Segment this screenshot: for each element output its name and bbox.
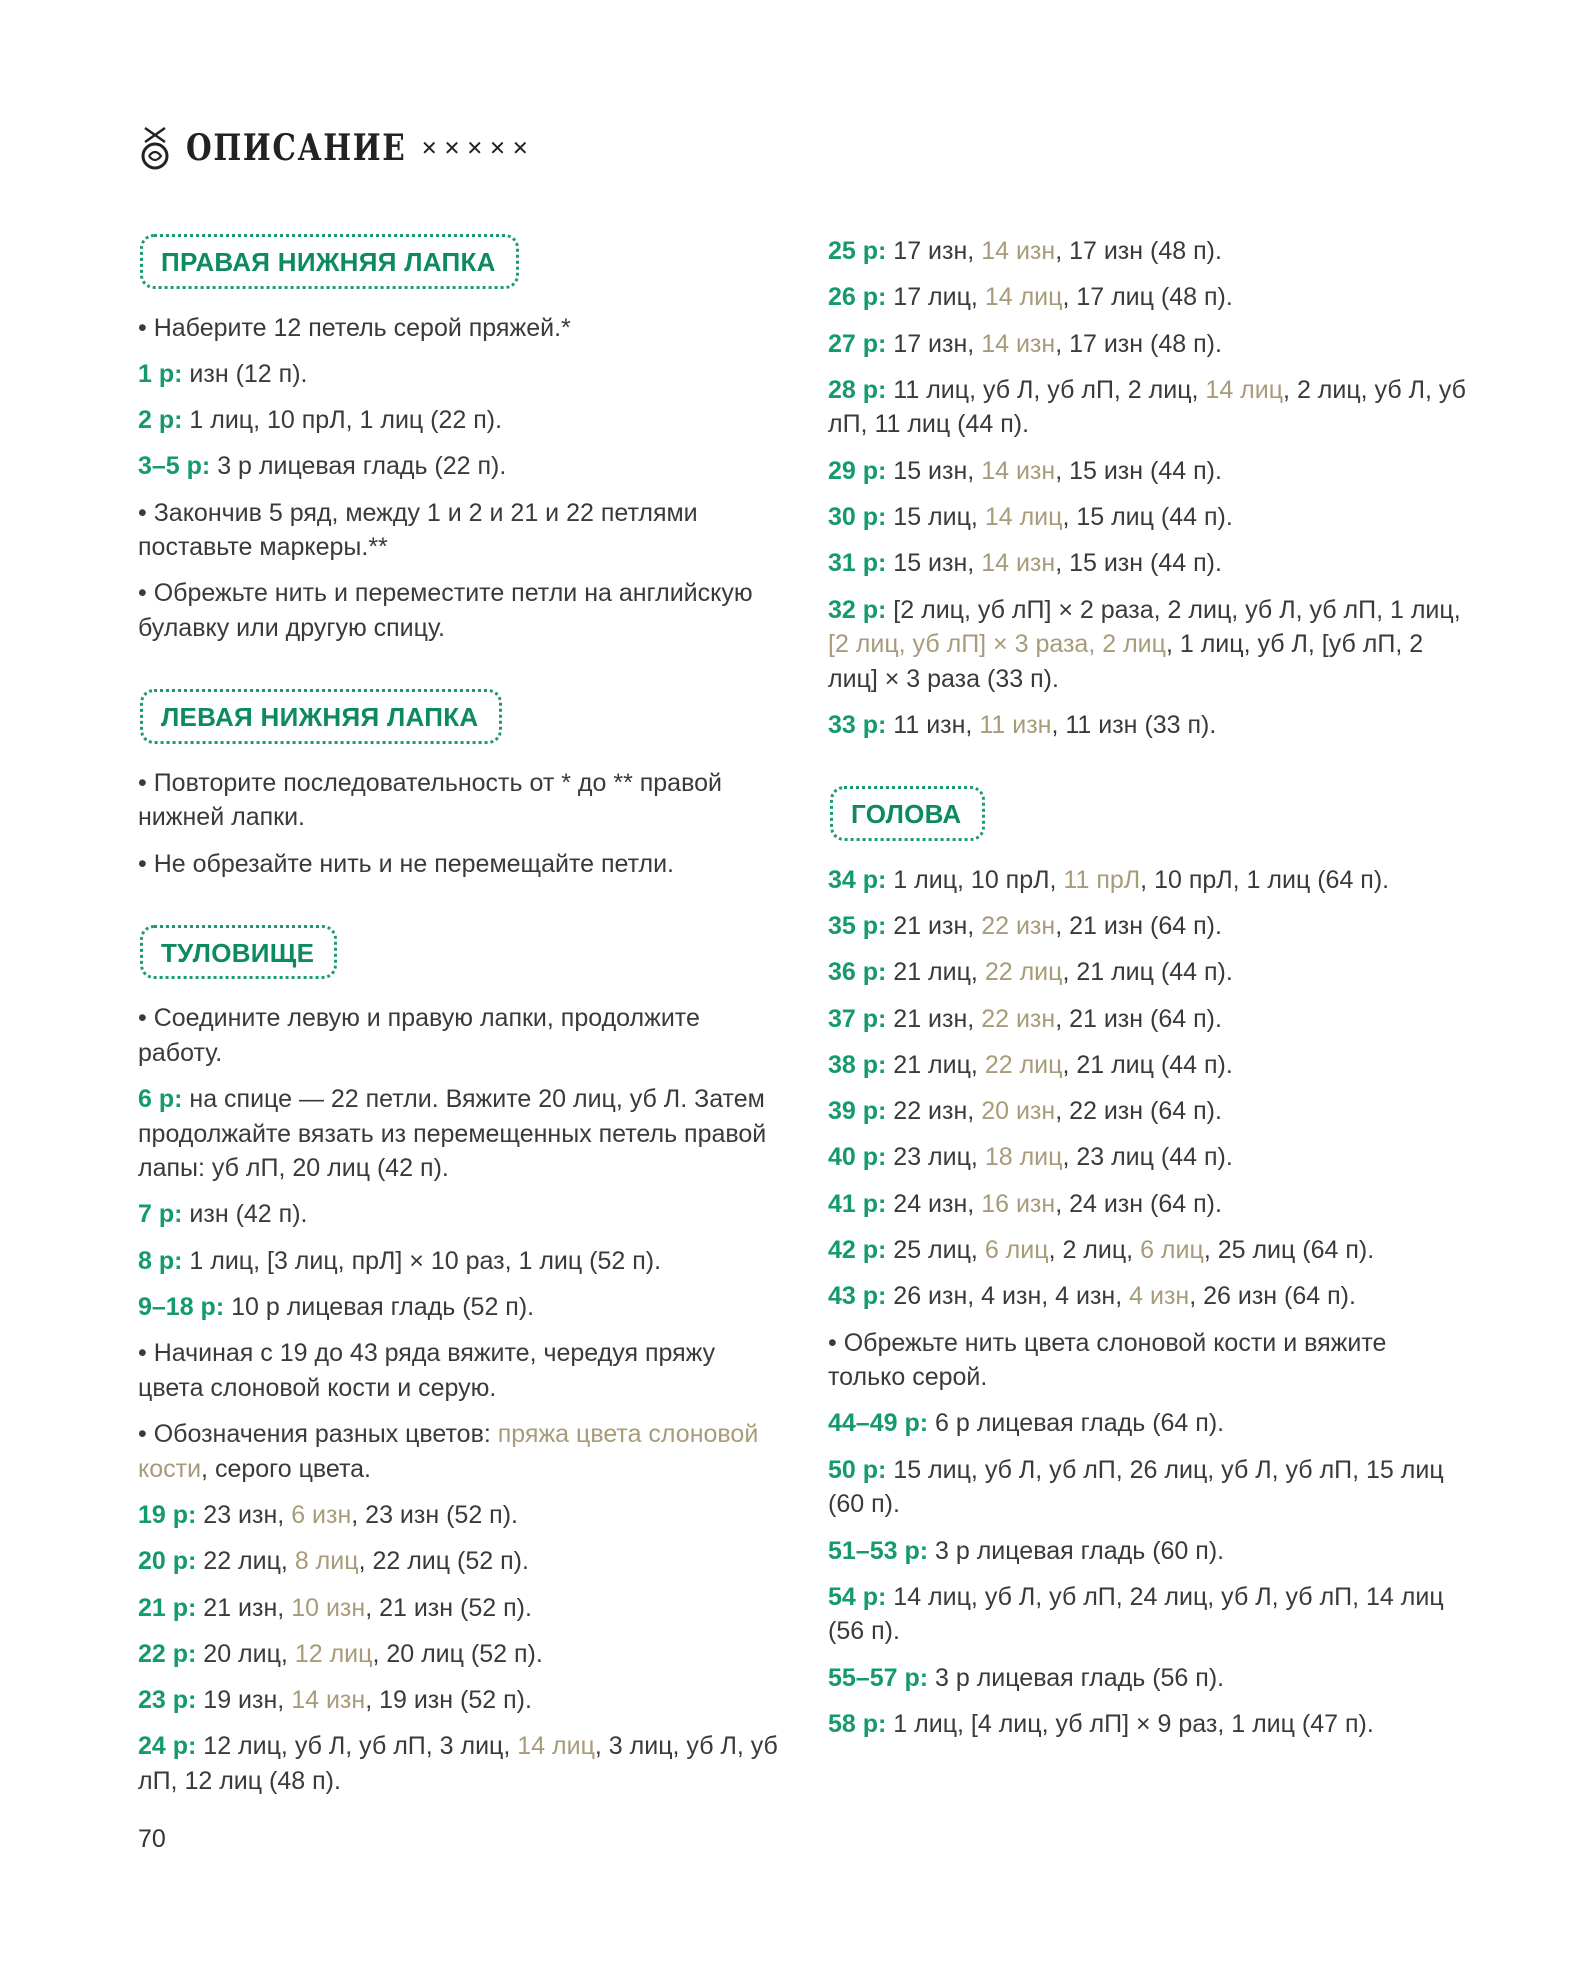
instruction-paragraph: • Обрежьте нить и переместите петли на английскую булавку или другую спицу. bbox=[138, 579, 753, 642]
row-instruction: 7 р: изн (42 п). bbox=[138, 1200, 308, 1229]
section-title-body: ТУЛОВИЩЕ bbox=[140, 925, 337, 980]
row-number: 31 р: bbox=[828, 549, 887, 578]
row-number: 28 р: bbox=[828, 375, 887, 404]
row-number: 33 р: bbox=[828, 710, 887, 739]
row-number: 2 р: bbox=[138, 406, 183, 435]
row-instruction: 40 р: 23 лиц, 18 лиц, 23 лиц (44 п). bbox=[828, 1143, 1233, 1172]
row-number: 29 р: bbox=[828, 456, 887, 485]
row-instruction: 37 р: 21 изн, 22 изн, 21 изн (64 п). bbox=[828, 1004, 1222, 1033]
row-instruction: 31 р: 15 изн, 14 изн, 15 изн (44 п). bbox=[828, 549, 1222, 578]
instruction-paragraph: • Начиная с 19 до 43 ряда вяжите, чередуя пряжу цвета слоновой кости и серую. bbox=[138, 1339, 716, 1402]
row-instruction: 50 р: 15 лиц, уб Л, уб лП, 26 лиц, уб Л, уб лП, 15 лиц (60 п). bbox=[828, 1455, 1444, 1519]
row-number: 8 р: bbox=[138, 1246, 183, 1275]
row-number: 24 р: bbox=[138, 1732, 197, 1761]
ivory-legend: пряжа цвета слоновой кости bbox=[138, 1420, 759, 1483]
row-instruction: 33 р: 11 изн, 11 изн, 11 изн (33 п). bbox=[828, 710, 1217, 739]
row-number: 3–5 р: bbox=[138, 452, 211, 481]
row-number: 6 р: bbox=[138, 1085, 183, 1114]
row-number: 58 р: bbox=[828, 1709, 887, 1738]
row-instruction: 55–57 р: 3 р лицевая гладь (56 п). bbox=[828, 1663, 1225, 1692]
row-number: 44–49 р: bbox=[828, 1409, 929, 1438]
row-instruction: 29 р: 15 изн, 14 изн, 15 изн (44 п). bbox=[828, 456, 1222, 485]
row-number: 34 р: bbox=[828, 865, 887, 894]
row-number: 22 р: bbox=[138, 1639, 197, 1668]
row-instruction: 6 р: на спице — 22 петли. Вяжите 20 лиц, уб Л. Затем продолжайте вязать из перемещенных петель правой лапы: уб лП, 20 лиц (42 п). bbox=[138, 1085, 767, 1183]
row-number: 43 р: bbox=[828, 1282, 887, 1311]
row-instruction: 39 р: 22 изн, 20 изн, 22 изн (64 п). bbox=[828, 1097, 1222, 1126]
row-number: 25 р: bbox=[828, 237, 887, 265]
color-legend: • Обозначения разных цветов: пряжа цвета слоновой кости, серого цвета. bbox=[138, 1420, 759, 1483]
row-number: 30 р: bbox=[828, 502, 887, 531]
row-number: 35 р: bbox=[828, 911, 887, 940]
row-instruction: 8 р: 1 лиц, [3 лиц, прЛ] × 10 раз, 1 лиц (52 п). bbox=[138, 1246, 662, 1275]
row-number: 54 р: bbox=[828, 1582, 887, 1611]
row-number: 19 р: bbox=[138, 1500, 197, 1529]
row-instruction: 27 р: 17 изн, 14 изн, 17 изн (48 п). bbox=[828, 329, 1222, 358]
page-title: ОПИСАНИЕ bbox=[186, 127, 407, 169]
yarn-ball-icon bbox=[138, 125, 172, 171]
row-number: 40 р: bbox=[828, 1143, 887, 1172]
row-instruction: 44–49 р: 6 р лицевая гладь (64 п). bbox=[828, 1409, 1225, 1438]
row-instruction: 26 р: 17 лиц, 14 лиц, 17 лиц (48 п). bbox=[828, 283, 1233, 312]
row-instruction: 24 р: 12 лиц, уб Л, уб лП, 3 лиц, 14 лиц, 3 лиц, уб Л, уб лП, 12 лиц (48 п). bbox=[138, 1732, 778, 1795]
row-instruction: 19 р: 23 изн, 6 изн, 23 изн (52 п). bbox=[138, 1500, 518, 1529]
row-instruction: 2 р: 1 лиц, 10 прЛ, 1 лиц (22 п). bbox=[138, 406, 503, 435]
instruction-paragraph: • Обрежьте нить цвета слоновой кости и вяжите только серой. bbox=[828, 1328, 1387, 1392]
instruction-paragraph: • Не обрезайте нить и не перемещайте петли. bbox=[138, 849, 674, 878]
instruction-paragraph: • Закончив 5 ряд, между 1 и 2 и 21 и 22 петлями поставьте маркеры.** bbox=[138, 498, 698, 562]
row-number: 26 р: bbox=[828, 283, 887, 312]
row-number: 36 р: bbox=[828, 958, 887, 987]
row-instruction: 35 р: 21 изн, 22 изн, 21 изн (64 п). bbox=[828, 911, 1222, 940]
row-instruction: 30 р: 15 лиц, 14 лиц, 15 лиц (44 п). bbox=[828, 502, 1233, 531]
row-number: 7 р: bbox=[138, 1200, 183, 1229]
row-number: 20 р: bbox=[138, 1547, 197, 1576]
page-number: 70 bbox=[138, 1825, 166, 1853]
row-instruction: 34 р: 1 лиц, 10 прЛ, 11 прЛ, 10 прЛ, 1 лиц (64 п). bbox=[828, 865, 1390, 894]
row-number: 32 р: bbox=[828, 595, 887, 624]
row-instruction: 1 р: изн (12 п). bbox=[138, 359, 308, 388]
row-number: 23 р: bbox=[138, 1686, 197, 1715]
row-number: 51–53 р: bbox=[828, 1536, 929, 1565]
row-instruction: 20 р: 22 лиц, 8 лиц, 22 лиц (52 п). bbox=[138, 1547, 529, 1576]
row-instruction: 9–18 р: 10 р лицевая гладь (52 п). bbox=[138, 1293, 535, 1322]
row-instruction: 38 р: 21 лиц, 22 лиц, 21 лиц (44 п). bbox=[828, 1050, 1233, 1079]
row-instruction: 43 р: 26 изн, 4 изн, 4 изн, 4 изн, 26 изн (64 п). bbox=[828, 1282, 1356, 1311]
instruction-paragraph: • Повторите последовательность от * до ** правой нижней лапки. bbox=[138, 768, 722, 832]
row-instruction: 42 р: 25 лиц, 6 лиц, 2 лиц, 6 лиц, 25 лиц (64 п). bbox=[828, 1236, 1375, 1265]
instruction-paragraph: • Наберите 12 петель серой пряжей.* bbox=[138, 313, 571, 342]
right-column bbox=[828, 234, 1468, 1753]
section-title-head: ГОЛОВА bbox=[830, 786, 985, 841]
row-instruction: 22 р: 20 лиц, 12 лиц, 20 лиц (52 п). bbox=[138, 1639, 543, 1668]
row-number: 42 р: bbox=[828, 1236, 887, 1265]
section-title-left-paw: ЛЕВАЯ НИЖНЯЯ ЛАПКА bbox=[140, 689, 502, 744]
row-instruction: 54 р: 14 лиц, уб Л, уб лП, 24 лиц, уб Л, уб лП, 14 лиц (56 п). bbox=[828, 1582, 1444, 1646]
row-instruction: 3–5 р: 3 р лицевая гладь (22 п). bbox=[138, 452, 507, 481]
row-number: 27 р: bbox=[828, 329, 887, 358]
row-instruction: 21 р: 21 изн, 10 изн, 21 изн (52 п). bbox=[138, 1593, 532, 1622]
row-number: 55–57 р: bbox=[828, 1663, 929, 1692]
row-number: 9–18 р: bbox=[138, 1293, 225, 1322]
row-instruction: 58 р: 1 лиц, [4 лиц, уб лП] × 9 раз, 1 лиц (47 п). bbox=[828, 1709, 1374, 1738]
row-number: 21 р: bbox=[138, 1593, 197, 1622]
instruction-paragraph: • Соедините левую и правую лапки, продолжите работу. bbox=[138, 1004, 700, 1067]
row-number: 50 р: bbox=[828, 1455, 887, 1484]
row-number: 38 р: bbox=[828, 1050, 887, 1079]
left-column bbox=[138, 234, 778, 1810]
row-instruction: 23 р: 19 изн, 14 изн, 19 изн (52 п). bbox=[138, 1686, 532, 1715]
row-instruction: 51–53 р: 3 р лицевая гладь (60 п). bbox=[828, 1536, 1225, 1565]
row-number: 1 р: bbox=[138, 359, 183, 388]
row-number: 39 р: bbox=[828, 1097, 887, 1126]
row-instruction: 36 р: 21 лиц, 22 лиц, 21 лиц (44 п). bbox=[828, 958, 1233, 987]
page-header bbox=[138, 118, 535, 178]
row-instruction: 41 р: 24 изн, 16 изн, 24 изн (64 п). bbox=[828, 1189, 1222, 1218]
section-title-right-paw: ПРАВАЯ НИЖНЯЯ ЛАПКА bbox=[140, 234, 519, 289]
row-instruction: 25 р: 17 изн, 14 изн, 17 изн (48 п). bbox=[828, 237, 1222, 265]
title-decoration: ✕✕✕✕✕ bbox=[420, 137, 535, 160]
row-instruction: 28 р: 11 лиц, уб Л, уб лП, 2 лиц, 14 лиц, 2 лиц, уб Л, уб лП, 11 лиц (44 п). bbox=[828, 375, 1466, 439]
row-instruction: 32 р: [2 лиц, уб лП] × 2 раза, 2 лиц, уб Л, уб лП, 1 лиц, [2 лиц, уб лП] × 3 раза, 2 лиц, 1 лиц, уб Л, [уб лП, 2 лиц] × 3 раза (33 п). bbox=[828, 595, 1461, 693]
row-number: 37 р: bbox=[828, 1004, 887, 1033]
row-number: 41 р: bbox=[828, 1189, 887, 1218]
